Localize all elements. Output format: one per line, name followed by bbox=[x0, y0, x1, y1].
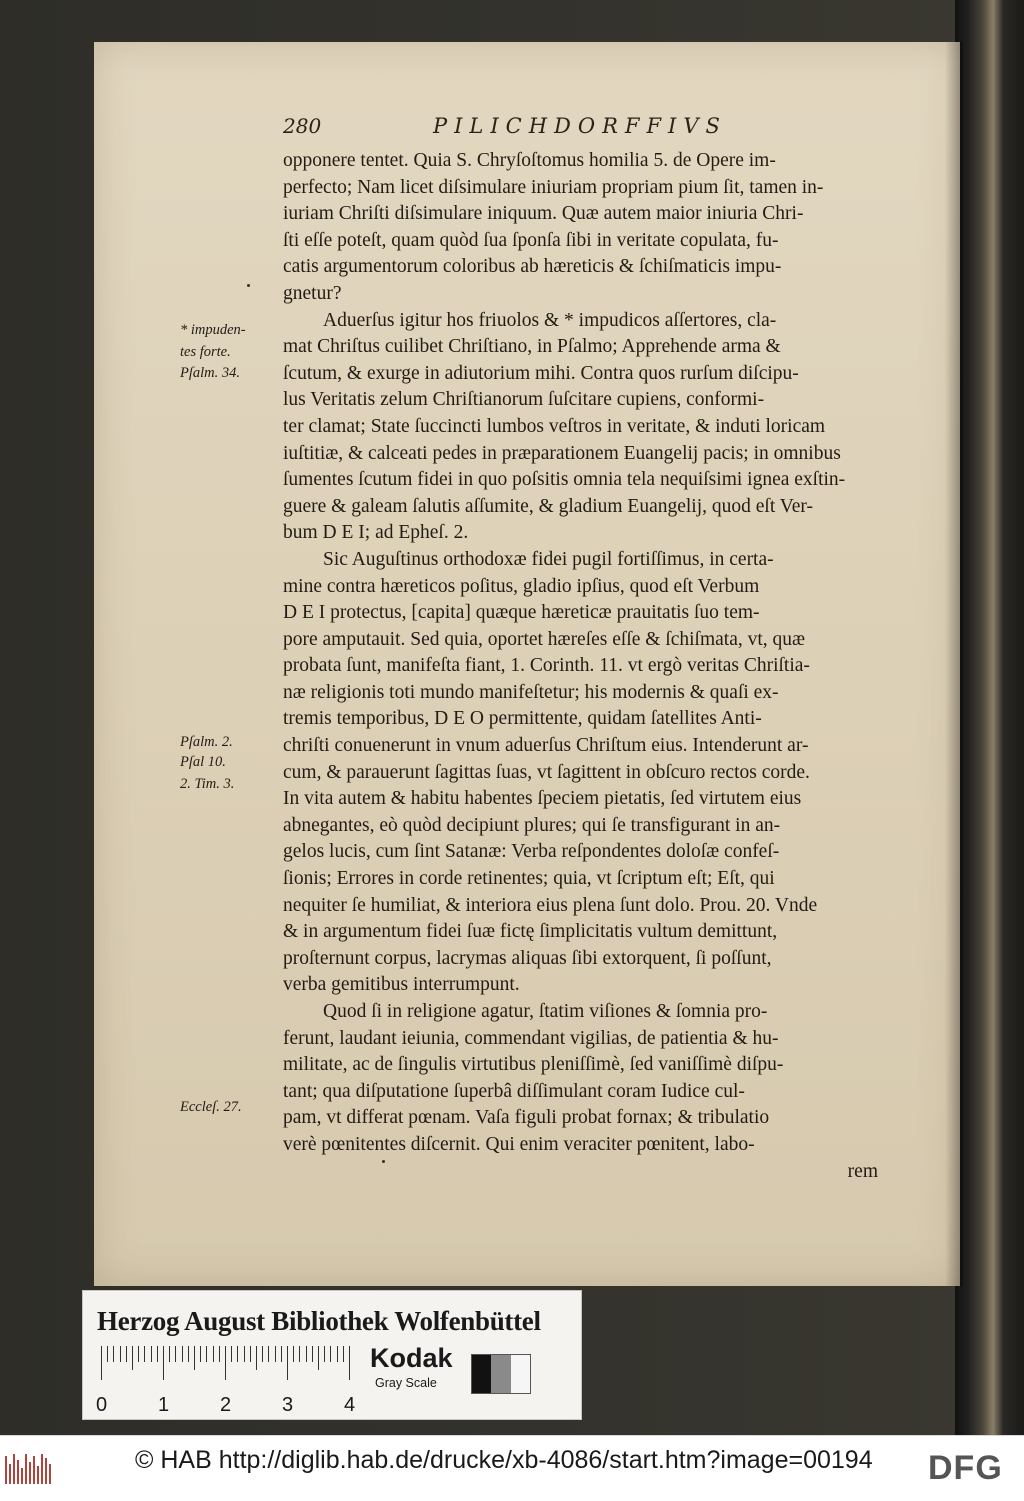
text-line: & in argumentum fidei ſuæ fictę ſimplicitatis vultum demittunt, bbox=[283, 921, 778, 943]
text-line: nequiter ſe humiliat, & interiora eius plena ſunt dolo. Prou. 20. Vnde bbox=[283, 894, 818, 916]
dfg-logo: DFG bbox=[928, 1449, 1003, 1487]
text-line: ſumentes ſcutum fidei in quo poſsitis omnia tela nequiſsimi ignea exſtin- bbox=[283, 469, 846, 491]
ruler-tick bbox=[293, 1346, 294, 1362]
ruler-tick bbox=[225, 1346, 226, 1380]
ruler-tick bbox=[337, 1346, 338, 1362]
text-line: verè pœnitentes diſcernit. Qui enim veraciter pœnitent, labo- bbox=[283, 1133, 755, 1155]
text-line: ſionis; Errores in corde retinentes; quia, vt ſcriptum eſt; Eſt, qui bbox=[283, 868, 775, 890]
ruler-tick bbox=[250, 1346, 251, 1362]
ruler-tick bbox=[256, 1346, 257, 1370]
ruler-tick bbox=[349, 1346, 350, 1380]
running-title: PILICHDORFFIVS bbox=[433, 114, 727, 138]
ruler-tick bbox=[194, 1346, 195, 1370]
logo-bar bbox=[21, 1468, 23, 1484]
ruler-tick bbox=[330, 1346, 331, 1362]
margin-note: tes forte. bbox=[180, 344, 231, 360]
text-line: chriſti conuenerunt in vnum aduerſus Chriſtum eius. Intenderunt ar- bbox=[283, 735, 809, 757]
text-line: ſcutum, & exurge in adiutorium mihi. Contra quos rurſum diſcipu- bbox=[283, 362, 799, 384]
ruler-tick bbox=[244, 1346, 245, 1362]
ruler-tick bbox=[324, 1346, 325, 1362]
logo-bar bbox=[29, 1462, 31, 1484]
margin-note: 2. Tim. 3. bbox=[180, 776, 235, 792]
text-line: catis argumentorum coloribus ab hæreticis & ſchiſmaticis impu- bbox=[283, 256, 782, 278]
ruler-tick bbox=[343, 1346, 344, 1362]
text-line: mine contra hæreticos poſitus, gladio ipſius, quod eſt Verbum bbox=[283, 575, 760, 597]
text-line: næ religionis toti mundo manifeſtetur; his modernis & quaſi ex- bbox=[283, 681, 779, 703]
text-line: ter clamat; State ſuccincti lumbos veſtros in veritate, & induti loricam bbox=[283, 415, 826, 437]
adjacent-page-edge bbox=[955, 0, 1024, 1435]
ruler-tick bbox=[175, 1346, 176, 1362]
logo-bar bbox=[33, 1456, 35, 1484]
ruler-tick bbox=[126, 1346, 127, 1362]
text-line: guere & galeam ſalutis aſſumite, & gladium Euangelij, quod eſt Ver- bbox=[283, 495, 813, 517]
ruler-tick bbox=[281, 1346, 282, 1362]
text-line: gelos lucis, cum ſint Satanæ: Verba reſpondentes doloſæ confeſ- bbox=[283, 841, 780, 863]
ruler-tick bbox=[219, 1346, 220, 1362]
logo-bar bbox=[37, 1466, 39, 1484]
text-line: Aduerſus igitur hos friuolos & * impudicos aſſertores, cla- bbox=[323, 309, 777, 331]
logo-bar bbox=[5, 1456, 7, 1484]
running-head bbox=[283, 114, 883, 144]
text-line: pam, vt differat pœnam. Vaſa figuli probat fornax; & tribulatio bbox=[283, 1107, 770, 1129]
text-line: verba gemitibus interrumpunt. bbox=[283, 974, 520, 996]
text-line: ferunt, laudant ieiunia, commendant vigilias, de patientia & hu- bbox=[283, 1027, 779, 1049]
ruler-tick bbox=[231, 1346, 232, 1362]
permalink-link[interactable]: © HAB http://diglib.hab.de/drucke/xb-4086/start.htm?image=00194 bbox=[135, 1446, 873, 1474]
ruler-tick bbox=[287, 1346, 288, 1380]
text-line: gnetur? bbox=[283, 282, 342, 304]
text-line: perfecto; Nam licet diſsimulare iniuriam propriam pium ſit, tamen in- bbox=[283, 176, 824, 198]
text-line: mat Chriſtus cuilibet Chriſtiano, in Pſalmo; Apprehende arma & bbox=[283, 336, 781, 358]
text-line: tant; qua diſputatione ſuperbâ diſſimulant coram Iudice cul- bbox=[283, 1080, 745, 1102]
ruler-tick bbox=[206, 1346, 207, 1362]
ruler-tick bbox=[268, 1346, 269, 1362]
text-line: militate, ac de ſingulis virtutibus pleniſſimè, ſed vaniſſimè diſpu- bbox=[283, 1054, 784, 1076]
margin-note: * impuden- bbox=[180, 322, 246, 338]
body-text bbox=[283, 148, 878, 1185]
ruler-tick bbox=[237, 1346, 238, 1362]
ruler-tick bbox=[188, 1346, 189, 1362]
ruler-tick bbox=[113, 1346, 114, 1362]
text-line: iuſtitiæ, & calceati pedes in præparationem Euangelij pacis; in omnibus bbox=[283, 442, 841, 464]
text-line: Quod ſi in religione agatur, ſtatim viſiones & ſomnia pro- bbox=[323, 1001, 768, 1022]
text-line: tremis temporibus, D E O permittente, quidam ſatellites Anti- bbox=[283, 708, 762, 730]
ruler-tick bbox=[120, 1346, 121, 1362]
ruler-tick bbox=[144, 1346, 145, 1362]
margin-note: Pſal 10. bbox=[180, 754, 226, 770]
logo-bar bbox=[9, 1464, 11, 1484]
text-line: opponere tentet. Quia S. Chryſoſtomus homilia 5. de Opere im- bbox=[283, 150, 776, 171]
ruler-tick bbox=[151, 1346, 152, 1362]
logo-bar bbox=[45, 1458, 47, 1484]
ruler-number: 4 bbox=[344, 1394, 356, 1416]
ink-speck bbox=[247, 284, 250, 287]
ruler-tick bbox=[132, 1346, 133, 1370]
page-number: 280 bbox=[283, 114, 322, 138]
ruler-tick bbox=[101, 1346, 102, 1380]
ruler-tick bbox=[182, 1346, 183, 1362]
logo-bar bbox=[13, 1454, 15, 1484]
ruler-tick bbox=[169, 1346, 170, 1362]
ruler-tick bbox=[200, 1346, 201, 1362]
footer-bar bbox=[0, 1435, 1024, 1501]
text-line: pore amputauit. Sed quia, oportet hæreſes eſſe & ſchiſmata, vt, quæ bbox=[283, 628, 806, 650]
logo-bar bbox=[17, 1460, 19, 1484]
text-line: Sic Auguſtinus orthodoxæ fidei pugil fortiſſimus, in certa- bbox=[323, 548, 774, 570]
ruler-tick bbox=[157, 1346, 158, 1362]
ruler-tick bbox=[306, 1346, 307, 1362]
text-line: cum, & parauerunt ſagittas ſuas, vt ſagittent in obſcuro rectos corde. bbox=[283, 761, 810, 783]
kodak-subtitle: Gray Scale bbox=[375, 1376, 437, 1390]
text-line: bum D E I; ad Epheſ. 2. bbox=[283, 522, 469, 544]
ruler-number: 3 bbox=[282, 1394, 294, 1416]
ruler-tick bbox=[262, 1346, 263, 1362]
text-line: rem bbox=[847, 1160, 878, 1182]
ruler-tick bbox=[138, 1346, 139, 1362]
ruler-tick bbox=[299, 1346, 300, 1362]
ruler-tick bbox=[107, 1346, 108, 1362]
gray-scale-patches bbox=[471, 1354, 531, 1394]
text-line: probata ſunt, manifeſta fiant, 1. Corinth. 11. vt ergò veritas Chriſtia- bbox=[283, 655, 810, 677]
ruler-tick bbox=[213, 1346, 214, 1362]
text-line: In vita autem & habitu habentes ſpeciem pietatis, ſed virtutem eius bbox=[283, 788, 802, 810]
logo-bar bbox=[41, 1454, 43, 1484]
color-target-card bbox=[82, 1290, 582, 1420]
library-name: Herzog August Bibliothek Wolfenbüttel bbox=[97, 1306, 541, 1336]
hab-barcode-logo bbox=[5, 1454, 55, 1484]
ruler-tick bbox=[275, 1346, 276, 1362]
logo-bar bbox=[49, 1464, 51, 1484]
margin-note: Eccleſ. 27. bbox=[180, 1099, 242, 1115]
kodak-logo: Kodak bbox=[370, 1343, 453, 1373]
text-line: ſti eſſe poteſt, quam quòd ſua ſponſa ſibi in veritate copulata, fu- bbox=[283, 229, 779, 251]
scale-ruler bbox=[96, 1346, 366, 1416]
text-line: D E I protectus, [capita] quæque hæreticæ prauitatis ſuo tem- bbox=[283, 602, 760, 624]
ruler-tick bbox=[318, 1346, 319, 1370]
ruler-number: 1 bbox=[158, 1394, 170, 1416]
page-gutter-shadow bbox=[945, 42, 963, 1286]
text-line: lus Veritatis zelum Chriſtianorum ſuſcitare cupiens, conformi- bbox=[283, 389, 765, 411]
margin-note: Pſalm. 2. bbox=[180, 734, 233, 750]
logo-bar bbox=[25, 1454, 27, 1484]
text-line: iuriam Chriſti diſsimulare iniquum. Quæ autem maior iniuria Chri- bbox=[283, 203, 804, 225]
margin-note: Pſalm. 34. bbox=[180, 365, 241, 381]
ruler-number: 2 bbox=[220, 1394, 232, 1416]
text-line: proſternunt corpus, lacrymas aliquas ſibi extorquent, ſi poſſunt, bbox=[283, 947, 772, 969]
text-line: abnegantes, eò quòd decipiunt plures; qui ſe transfigurant in an- bbox=[283, 814, 781, 836]
ruler-number: 0 bbox=[96, 1394, 108, 1416]
ruler-tick bbox=[163, 1346, 164, 1380]
ruler-tick bbox=[312, 1346, 313, 1362]
